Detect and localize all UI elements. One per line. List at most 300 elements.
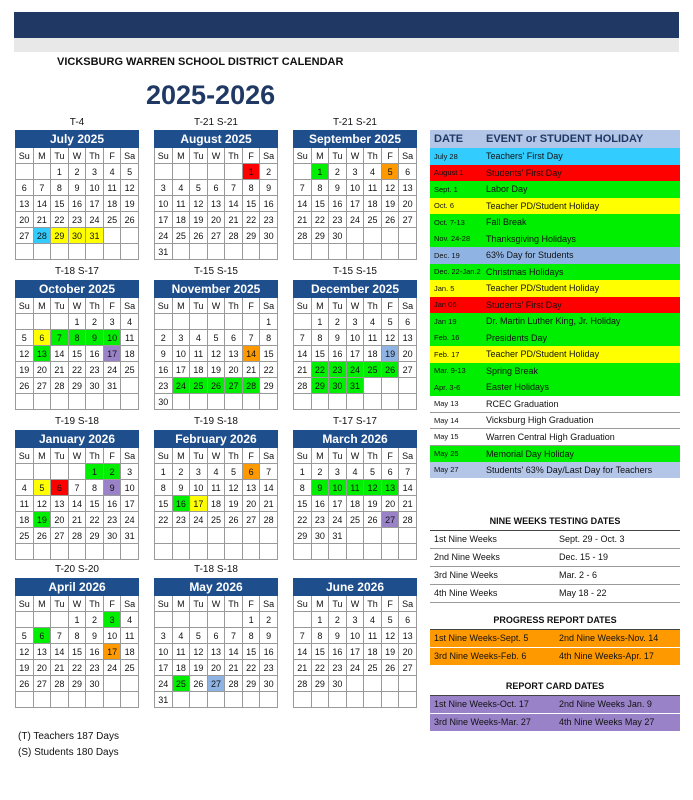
month-title: September 2025 xyxy=(294,131,417,148)
empty-cell xyxy=(121,676,139,692)
weekday-label: Su xyxy=(155,596,173,612)
day-cell: 3 xyxy=(346,612,364,628)
weekday-label: F xyxy=(381,596,399,612)
day-cell: 31 xyxy=(329,528,347,544)
day-cell: 24 xyxy=(155,676,173,692)
weekday-label: Th xyxy=(86,596,104,612)
day-cell: 6 xyxy=(207,628,225,644)
header-subbar xyxy=(14,38,679,52)
day-cell: 2 xyxy=(260,164,278,180)
weekday-label: Sa xyxy=(399,596,417,612)
empty-cell xyxy=(68,244,86,260)
weekday-label: Tu xyxy=(190,298,208,314)
weekday-label: Sa xyxy=(260,448,278,464)
empty-cell xyxy=(242,528,260,544)
day-cell: 4 xyxy=(207,464,225,480)
day-cell: 8 xyxy=(155,480,173,496)
empty-cell xyxy=(399,692,417,708)
day-cell: 15 xyxy=(311,346,329,362)
weekday-label: M xyxy=(172,148,190,164)
day-cell: 7 xyxy=(294,628,312,644)
weekday-label: Su xyxy=(16,298,34,314)
day-cell: 28 xyxy=(294,378,312,394)
day-cell: 18 xyxy=(364,196,382,212)
day-cell: 28 xyxy=(33,228,51,244)
day-cell: 3 xyxy=(346,314,364,330)
event-name: Students' First Day xyxy=(486,167,562,178)
empty-cell xyxy=(225,612,243,628)
empty-cell xyxy=(242,314,260,330)
month-day-count: T-17 S-17 xyxy=(333,416,377,427)
empty-cell xyxy=(364,244,382,260)
event-name: Students' 63% Day/Last Day for Teachers xyxy=(486,464,653,475)
legend-teachers: (T) Teachers 187 Days xyxy=(18,731,119,742)
day-cell: 17 xyxy=(190,496,208,512)
day-cell: 8 xyxy=(68,628,86,644)
weekday-label: Tu xyxy=(190,596,208,612)
event-row xyxy=(430,363,680,380)
event-name: Teacher PD/Student Holiday xyxy=(486,349,600,360)
day-cell: 28 xyxy=(242,378,260,394)
weekday-label: Sa xyxy=(260,148,278,164)
day-cell: 10 xyxy=(190,480,208,496)
empty-cell xyxy=(225,692,243,708)
weekday-label: W xyxy=(68,596,86,612)
empty-cell xyxy=(172,692,190,708)
day-cell: 11 xyxy=(103,180,121,196)
empty-cell xyxy=(51,692,69,708)
weekday-label: Th xyxy=(86,148,104,164)
day-cell: 12 xyxy=(190,196,208,212)
month-calendar xyxy=(154,430,278,560)
event-date: May 13 xyxy=(430,396,482,413)
day-cell: 3 xyxy=(86,164,104,180)
day-cell: 8 xyxy=(260,330,278,346)
weekday-label: Tu xyxy=(329,596,347,612)
day-cell: 2 xyxy=(172,464,190,480)
day-cell: 14 xyxy=(33,196,51,212)
empty-cell xyxy=(121,244,139,260)
event-date: Oct. 7-13 xyxy=(434,217,465,227)
day-cell: 14 xyxy=(294,644,312,660)
day-cell: 7 xyxy=(68,480,86,496)
event-date: Feb. 16 xyxy=(434,333,460,343)
month-title: November 2025 xyxy=(155,281,278,298)
day-cell: 10 xyxy=(103,628,121,644)
empty-cell xyxy=(225,164,243,180)
event-name: Students' First Day xyxy=(486,299,562,310)
day-cell: 12 xyxy=(121,180,139,196)
day-cell: 8 xyxy=(242,180,260,196)
day-cell: 15 xyxy=(260,346,278,362)
month-calendar xyxy=(154,130,278,260)
day-cell: 20 xyxy=(51,512,69,528)
day-cell: 27 xyxy=(399,212,417,228)
day-cell: 8 xyxy=(294,480,312,496)
day-cell: 9 xyxy=(329,628,347,644)
empty-cell xyxy=(225,244,243,260)
day-cell: 26 xyxy=(16,378,34,394)
day-cell: 17 xyxy=(121,496,139,512)
day-cell: 10 xyxy=(346,628,364,644)
day-cell: 1 xyxy=(294,464,312,480)
day-cell: 2 xyxy=(103,464,121,480)
weekday-label: Sa xyxy=(121,298,139,314)
event-row xyxy=(430,412,680,429)
day-cell: 6 xyxy=(33,628,51,644)
day-cell: 2 xyxy=(86,612,104,628)
day-cell: 21 xyxy=(294,212,312,228)
day-cell: 10 xyxy=(86,180,104,196)
empty-cell xyxy=(346,528,364,544)
event-date: May 27 xyxy=(434,465,459,475)
event-row xyxy=(430,313,680,330)
day-cell: 16 xyxy=(311,496,329,512)
day-cell: 22 xyxy=(155,512,173,528)
empty-cell xyxy=(242,544,260,560)
day-cell: 12 xyxy=(190,644,208,660)
weekday-label: Su xyxy=(294,596,312,612)
day-cell: 29 xyxy=(242,676,260,692)
day-cell: 15 xyxy=(311,644,329,660)
weekday-label: F xyxy=(103,298,121,314)
day-cell: 27 xyxy=(207,676,225,692)
day-cell: 31 xyxy=(86,228,104,244)
day-cell: 5 xyxy=(16,628,34,644)
empty-cell xyxy=(103,228,121,244)
empty-cell xyxy=(364,394,382,410)
event-name: RCEC Graduation xyxy=(482,396,680,413)
day-cell: 19 xyxy=(381,196,399,212)
event-name: Warren Central High Graduation xyxy=(482,429,680,446)
day-cell: 13 xyxy=(51,496,69,512)
event-row xyxy=(430,264,680,281)
day-cell: 2 xyxy=(68,164,86,180)
weekday-label: F xyxy=(242,148,260,164)
day-cell: 27 xyxy=(33,676,51,692)
day-cell: 8 xyxy=(68,330,86,346)
empty-cell xyxy=(225,528,243,544)
day-cell: 23 xyxy=(329,212,347,228)
day-cell: 30 xyxy=(329,676,347,692)
day-cell: 27 xyxy=(399,362,417,378)
day-cell: 18 xyxy=(121,346,139,362)
day-cell: 14 xyxy=(51,346,69,362)
day-cell: 9 xyxy=(86,330,104,346)
empty-cell xyxy=(294,692,312,708)
day-cell: 8 xyxy=(311,180,329,196)
event-row xyxy=(430,214,680,231)
day-cell: 19 xyxy=(364,496,382,512)
empty-cell xyxy=(172,244,190,260)
day-cell: 18 xyxy=(121,644,139,660)
day-cell: 31 xyxy=(103,378,121,394)
testing-row xyxy=(430,530,680,548)
day-cell: 27 xyxy=(242,512,260,528)
day-cell: 26 xyxy=(16,676,34,692)
empty-cell xyxy=(364,544,382,560)
day-cell: 22 xyxy=(294,512,312,528)
testing-dates-table xyxy=(430,513,680,603)
day-cell: 21 xyxy=(51,660,69,676)
day-cell: 7 xyxy=(294,330,312,346)
day-cell: 18 xyxy=(172,212,190,228)
day-cell: 17 xyxy=(155,660,173,676)
day-cell: 15 xyxy=(86,496,104,512)
weekday-label: Tu xyxy=(329,298,347,314)
month-day-count: T-20 S-20 xyxy=(55,564,99,575)
day-cell: 2 xyxy=(260,612,278,628)
day-cell: 19 xyxy=(16,362,34,378)
day-cell: 7 xyxy=(225,180,243,196)
empty-cell xyxy=(16,692,34,708)
empty-cell xyxy=(33,544,51,560)
day-cell: 3 xyxy=(155,180,173,196)
day-cell: 15 xyxy=(311,196,329,212)
event-date: Oct. 6 xyxy=(434,201,455,211)
empty-cell xyxy=(51,394,69,410)
day-cell: 22 xyxy=(311,212,329,228)
event-date: May 14 xyxy=(430,412,482,429)
day-cell: 26 xyxy=(364,512,382,528)
day-cell: 19 xyxy=(33,512,51,528)
day-cell: 29 xyxy=(311,676,329,692)
day-cell: 2 xyxy=(86,314,104,330)
weekday-label: Sa xyxy=(121,148,139,164)
day-cell: 22 xyxy=(242,660,260,676)
day-cell: 28 xyxy=(68,528,86,544)
day-cell: 16 xyxy=(329,196,347,212)
empty-cell xyxy=(311,394,329,410)
day-cell: 29 xyxy=(242,228,260,244)
empty-cell xyxy=(329,394,347,410)
day-cell: 23 xyxy=(103,512,121,528)
day-cell: 1 xyxy=(242,164,260,180)
weekday-label: M xyxy=(172,596,190,612)
day-cell: 4 xyxy=(121,314,139,330)
day-cell: 23 xyxy=(329,362,347,378)
day-cell: 26 xyxy=(381,660,399,676)
empty-cell xyxy=(51,544,69,560)
event-name: Teacher PD/Student Holiday xyxy=(486,283,600,294)
day-cell: 14 xyxy=(225,644,243,660)
day-cell: 21 xyxy=(225,660,243,676)
day-cell: 12 xyxy=(381,180,399,196)
testing-row xyxy=(430,548,680,566)
legend xyxy=(18,729,119,761)
month-day-count: T-19 S-18 xyxy=(55,416,99,427)
day-cell: 24 xyxy=(172,378,190,394)
empty-cell xyxy=(329,544,347,560)
day-cell: 28 xyxy=(399,512,417,528)
weekday-label: Tu xyxy=(51,298,69,314)
day-cell: 28 xyxy=(51,378,69,394)
weekday-label: W xyxy=(346,596,364,612)
day-cell: 16 xyxy=(68,196,86,212)
empty-cell xyxy=(364,692,382,708)
day-cell: 6 xyxy=(51,480,69,496)
day-cell: 4 xyxy=(364,314,382,330)
day-cell: 16 xyxy=(329,644,347,660)
empty-cell xyxy=(381,528,399,544)
day-cell: 28 xyxy=(225,676,243,692)
day-cell: 4 xyxy=(172,180,190,196)
empty-cell xyxy=(68,544,86,560)
event-row xyxy=(430,231,680,248)
month-calendar xyxy=(293,130,417,260)
weekday-label: F xyxy=(103,148,121,164)
day-cell: 5 xyxy=(364,464,382,480)
empty-cell xyxy=(16,464,34,480)
empty-cell xyxy=(155,612,173,628)
day-cell: 24 xyxy=(103,660,121,676)
event-name: Teacher PD/Student Holiday xyxy=(486,200,600,211)
day-cell: 28 xyxy=(294,676,312,692)
day-cell: 3 xyxy=(103,314,121,330)
empty-cell xyxy=(190,244,208,260)
empty-cell xyxy=(172,544,190,560)
day-cell: 4 xyxy=(121,612,139,628)
empty-cell xyxy=(399,244,417,260)
empty-cell xyxy=(172,612,190,628)
weekday-label: Tu xyxy=(329,448,347,464)
empty-cell xyxy=(260,692,278,708)
empty-cell xyxy=(294,612,312,628)
event-name: Presidents Day xyxy=(486,332,548,343)
weekday-label: Sa xyxy=(121,448,139,464)
day-cell: 27 xyxy=(51,528,69,544)
day-cell: 10 xyxy=(329,480,347,496)
empty-cell xyxy=(346,228,364,244)
day-cell: 22 xyxy=(86,512,104,528)
day-cell: 1 xyxy=(260,314,278,330)
empty-cell xyxy=(364,228,382,244)
day-cell: 23 xyxy=(260,660,278,676)
day-cell: 19 xyxy=(381,346,399,362)
day-cell: 10 xyxy=(155,196,173,212)
month-calendar xyxy=(154,578,278,708)
weekday-label: Su xyxy=(294,298,312,314)
day-cell: 8 xyxy=(311,330,329,346)
weekday-label: Tu xyxy=(51,448,69,464)
day-cell: 4 xyxy=(346,464,364,480)
day-cell: 29 xyxy=(311,228,329,244)
empty-cell xyxy=(33,612,51,628)
day-cell: 11 xyxy=(207,480,225,496)
empty-cell xyxy=(33,692,51,708)
day-cell: 14 xyxy=(242,346,260,362)
progress-report-title: PROGRESS REPORT DATES xyxy=(430,612,680,629)
day-cell: 30 xyxy=(103,528,121,544)
empty-cell xyxy=(86,244,104,260)
events-date-header: DATE xyxy=(430,130,482,148)
testing-row xyxy=(430,566,680,584)
empty-cell xyxy=(16,164,34,180)
day-cell: 25 xyxy=(16,528,34,544)
progress-row xyxy=(430,647,680,665)
day-cell: 6 xyxy=(16,180,34,196)
month-day-count: T-18 S-18 xyxy=(194,564,238,575)
event-name: Teachers' First Day xyxy=(486,151,563,162)
empty-cell xyxy=(172,164,190,180)
empty-cell xyxy=(207,528,225,544)
day-cell: 3 xyxy=(190,464,208,480)
month-title: February 2026 xyxy=(155,431,278,448)
day-cell: 24 xyxy=(121,512,139,528)
empty-cell xyxy=(294,164,312,180)
testing-dates: Dec. 15 - 19 xyxy=(555,548,680,566)
day-cell: 27 xyxy=(399,660,417,676)
weekday-label: Su xyxy=(16,448,34,464)
weekday-label: Th xyxy=(364,596,382,612)
empty-cell xyxy=(381,676,399,692)
day-cell: 29 xyxy=(68,676,86,692)
day-cell: 11 xyxy=(16,496,34,512)
empty-cell xyxy=(121,378,139,394)
day-cell: 12 xyxy=(16,644,34,660)
weekday-label: F xyxy=(242,596,260,612)
day-cell: 25 xyxy=(103,212,121,228)
weekday-label: Tu xyxy=(51,596,69,612)
day-cell: 15 xyxy=(242,644,260,660)
day-cell: 12 xyxy=(381,330,399,346)
day-cell: 5 xyxy=(190,180,208,196)
day-cell: 16 xyxy=(86,346,104,362)
empty-cell xyxy=(103,692,121,708)
day-cell: 9 xyxy=(172,480,190,496)
day-cell: 2 xyxy=(329,612,347,628)
day-cell: 24 xyxy=(103,362,121,378)
event-name: Fall Break xyxy=(486,217,527,228)
day-cell: 16 xyxy=(86,644,104,660)
empty-cell xyxy=(225,314,243,330)
day-cell: 16 xyxy=(155,362,173,378)
day-cell: 30 xyxy=(329,228,347,244)
event-date: Jan 19 xyxy=(434,316,457,326)
report-date-a: 1st Nine Weeks-Oct. 17 xyxy=(430,695,555,713)
day-cell: 15 xyxy=(242,196,260,212)
day-cell: 9 xyxy=(329,180,347,196)
month-calendar xyxy=(15,130,139,260)
event-date: August 1 xyxy=(434,168,464,178)
event-name: Memorial Day Holiday xyxy=(486,448,575,459)
day-cell: 13 xyxy=(381,480,399,496)
event-date: Feb. 17 xyxy=(434,349,460,359)
day-cell: 4 xyxy=(364,164,382,180)
empty-cell xyxy=(260,528,278,544)
day-cell: 11 xyxy=(364,628,382,644)
event-date: Apr. 3-6 xyxy=(434,382,461,392)
day-cell: 8 xyxy=(311,628,329,644)
day-cell: 6 xyxy=(399,314,417,330)
weekday-label: Su xyxy=(294,148,312,164)
empty-cell xyxy=(207,612,225,628)
weekday-label: Th xyxy=(225,448,243,464)
day-cell: 30 xyxy=(68,228,86,244)
weekday-label: Tu xyxy=(190,148,208,164)
day-cell: 10 xyxy=(155,644,173,660)
day-cell: 17 xyxy=(346,644,364,660)
event-row xyxy=(430,429,680,446)
event-name: Spring Break xyxy=(486,365,539,376)
day-cell: 9 xyxy=(260,628,278,644)
day-cell: 15 xyxy=(51,196,69,212)
day-cell: 26 xyxy=(381,362,399,378)
empty-cell xyxy=(399,528,417,544)
month-day-count: T-21 S-21 xyxy=(333,117,377,128)
empty-cell xyxy=(399,676,417,692)
event-name: Christmas Holidays xyxy=(486,266,564,277)
